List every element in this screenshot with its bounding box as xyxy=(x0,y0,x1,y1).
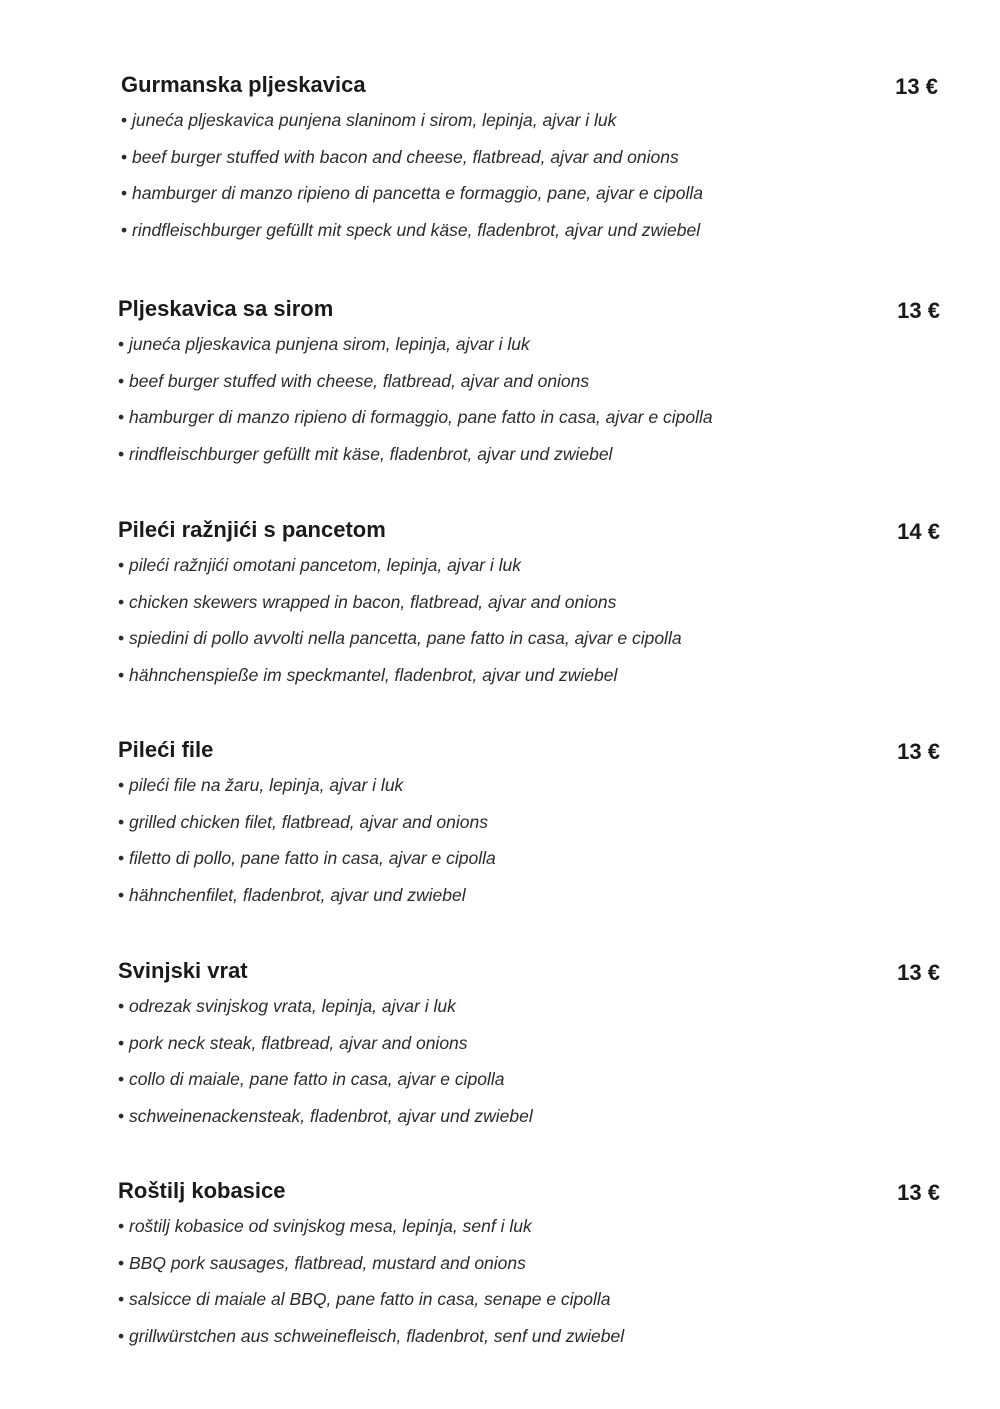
item-description-list xyxy=(118,334,713,481)
menu-item-pileci-raznjici-s-pancetom xyxy=(118,517,940,717)
description-english: • beef burger stuffed with bacon and cheese, flatbread, ajvar and onions xyxy=(121,147,703,167)
description-english: • grilled chicken filet, flatbread, ajvar and onions xyxy=(118,812,496,832)
description-croatian: • pileći ražnjići omotani pancetom, lepinja, ajvar i luk xyxy=(118,555,682,575)
item-title: Pileći file xyxy=(118,737,214,762)
description-german: • rindfleischburger gefüllt mit käse, fladenbrot, ajvar und zwiebel xyxy=(118,444,713,464)
description-english: • beef burger stuffed with cheese, flatbread, ajvar and onions xyxy=(118,371,713,391)
menu-item-svinjski-vrat xyxy=(118,958,940,1158)
description-croatian: • juneća pljeskavica punjena slaninom i sirom, lepinja, ajvar i luk xyxy=(121,110,703,130)
item-price: 13 € xyxy=(895,74,938,99)
menu-item-pileci-file xyxy=(118,737,940,937)
description-german: • hähnchenspieße im speckmantel, fladenbrot, ajvar und zwiebel xyxy=(118,665,682,685)
description-croatian: • pileći file na žaru, lepinja, ajvar i luk xyxy=(118,775,496,795)
description-german: • grillwürstchen aus schweinefleisch, fladenbrot, senf und zwiebel xyxy=(118,1326,624,1346)
item-title: Svinjski vrat xyxy=(118,958,248,983)
item-price: 13 € xyxy=(897,960,940,985)
description-english: • BBQ pork sausages, flatbread, mustard and onions xyxy=(118,1253,624,1273)
description-italian: • hamburger di manzo ripieno di formaggio, pane fatto in casa, ajvar e cipolla xyxy=(118,407,713,427)
description-german: • rindfleischburger gefüllt mit speck und käse, fladenbrot, ajvar und zwiebel xyxy=(121,220,703,240)
description-italian: • filetto di pollo, pane fatto in casa, ajvar e cipolla xyxy=(118,848,496,868)
description-english: • chicken skewers wrapped in bacon, flatbread, ajvar and onions xyxy=(118,592,682,612)
item-title: Pileći ražnjići s pancetom xyxy=(118,517,386,542)
description-italian: • collo di maiale, pane fatto in casa, ajvar e cipolla xyxy=(118,1069,533,1089)
item-title: Roštilj kobasice xyxy=(118,1178,286,1203)
description-german: • hähnchenfilet, fladenbrot, ajvar und zwiebel xyxy=(118,885,496,905)
description-italian: • spiedini di pollo avvolti nella pancetta, pane fatto in casa, ajvar e cipolla xyxy=(118,628,682,648)
item-description-list xyxy=(118,1216,624,1363)
item-price: 13 € xyxy=(897,298,940,323)
item-price: 14 € xyxy=(897,519,940,544)
item-title: Pljeskavica sa sirom xyxy=(118,296,334,321)
description-croatian: • odrezak svinjskog vrata, lepinja, ajvar i luk xyxy=(118,996,533,1016)
item-title: Gurmanska pljeskavica xyxy=(121,72,366,97)
item-price: 13 € xyxy=(897,739,940,764)
item-description-list xyxy=(118,996,533,1143)
menu-item-pljeskavica-sa-sirom xyxy=(118,296,940,496)
description-italian: • salsicce di maiale al BBQ, pane fatto in casa, senape e cipolla xyxy=(118,1289,624,1309)
description-croatian: • roštilj kobasice od svinjskog mesa, lepinja, senf i luk xyxy=(118,1216,624,1236)
description-croatian: • juneća pljeskavica punjena sirom, lepinja, ajvar i luk xyxy=(118,334,713,354)
item-price: 13 € xyxy=(897,1180,940,1205)
description-german: • schweinenackensteak, fladenbrot, ajvar und zwiebel xyxy=(118,1106,533,1126)
menu-item-gurmanska-pljeskavica xyxy=(121,72,938,272)
item-description-list xyxy=(118,555,682,702)
menu-item-rostilj-kobasice xyxy=(118,1178,940,1378)
description-english: • pork neck steak, flatbread, ajvar and onions xyxy=(118,1033,533,1053)
description-italian: • hamburger di manzo ripieno di pancetta e formaggio, pane, ajvar e cipolla xyxy=(121,183,703,203)
item-description-list xyxy=(121,110,703,257)
item-description-list xyxy=(118,775,496,922)
